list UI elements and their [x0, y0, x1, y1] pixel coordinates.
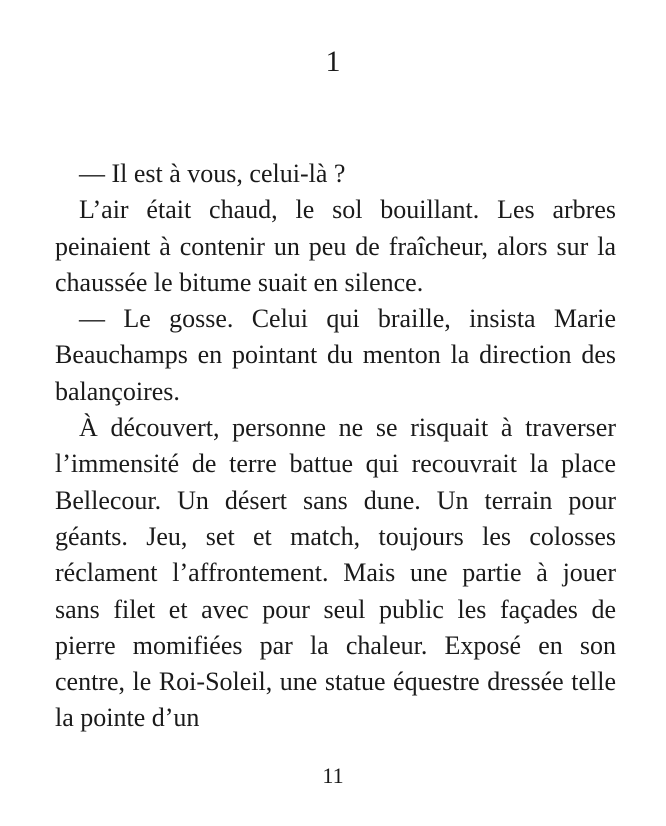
body-text: [55, 156, 616, 737]
paragraph-3: — Le gosse. Celui qui braille, insista Marie Beauchamps en pointant du menton la direction des balançoires.: [55, 304, 616, 406]
paragraph-4: À découvert, personne ne se risquait à traverser l’immensité de terre battue qui recouvrait la place Bellecour. Un désert sans dune. Un terrain pour géants. Jeu, set et match, toujours les colosses réclament l’affrontement. Mais une partie à jouer sans filet et avec pour seul public les façades de pierre momifiées par la chaleur. Exposé en son centre, le Roi-Soleil, une statue équestre dressée telle la pointe d’un: [55, 413, 616, 733]
chapter-number: 1: [325, 45, 341, 78]
paragraph-1: — Il est à vous, celui-là ?: [79, 159, 346, 188]
paragraph-2: L’air était chaud, le sol bouillant. Les arbres peinaient à contenir un peu de fraîcheur, alors sur la chaussée le bitume suait en silence.: [55, 195, 616, 297]
page-number: 11: [322, 763, 344, 788]
